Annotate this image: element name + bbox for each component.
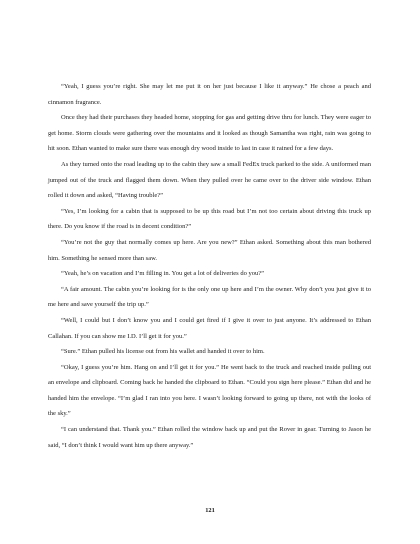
- paragraph: As they turned onto the road leading up to the cabin they saw a small FedEx truck parked to the side. A uniformed man jumped out of the truck and flagged them down. When they pulled over he came over to the driver side window. Ethan rolled it down and asked, “Having trouble?”: [48, 160, 371, 200]
- page-number: 121: [205, 507, 215, 514]
- paragraph: “You’re not the guy that normally comes up here. Are you new?” Ethan asked. Something about this man bothered him. Something he sensed more than saw.: [48, 238, 371, 262]
- paragraph: Once they had their purchases they headed home, stopping for gas and getting drive thru for lunch. They were eager to get home. Storm clouds were gathering over the mountains and it looked as though Samantha was right, rain was going to hit soon. Ethan wanted to make sure there was enough dry wood inside to last in case it rained for a few days.: [48, 114, 371, 153]
- body-text: [48, 79, 371, 453]
- paragraph: “Yeah, he’s on vacation and I’m filling in. You get a lot of deliveries do you?”: [61, 270, 264, 278]
- paragraph: “Sure.” Ethan pulled his license out from his wallet and handed it over to him.: [61, 348, 265, 356]
- paragraph: “A fair amount. The cabin you’re looking for is the only one up here and I’m the owner. Why don’t you just give it to me here and save yourself the trip up.”: [48, 285, 371, 309]
- paragraph: “Well, I could but I don’t know you and I could get fired if I give it over to just anyone. It’s addressed to Ethan Callahan. If you can show me I.D. I’ll get it for you.”: [48, 316, 371, 340]
- paragraph: “I can understand that. Thank you.” Ethan rolled the window back up and put the Rover in gear. Turning to Jason he said, “I don’t think I would want him up there anyway.”: [48, 426, 371, 449]
- paragraph: “Yes, I’m looking for a cabin that is supposed to be up this road but I’m not too certain about driving this truck up there. Do you know if the road is in decent condition?”: [48, 207, 371, 231]
- paragraph: “Okay, I guess you’re him. Hang on and I’ll get it for you.” He went back to the truck and reached inside pulling out an envelope and clipboard. Coming back he handed the clipboard to Ethan. “Could you sign here please.” Ethan did and he handed him the envelope. “I’m glad I ran into you here. I wasn’t looking forward to going up there, not with the looks of the sky.”: [48, 363, 371, 418]
- paragraph: “Yeah, I guess you’re right. She may let me put it on her just because I like it anyway.” He chose a peach and cinnamon fragrance.: [48, 83, 371, 106]
